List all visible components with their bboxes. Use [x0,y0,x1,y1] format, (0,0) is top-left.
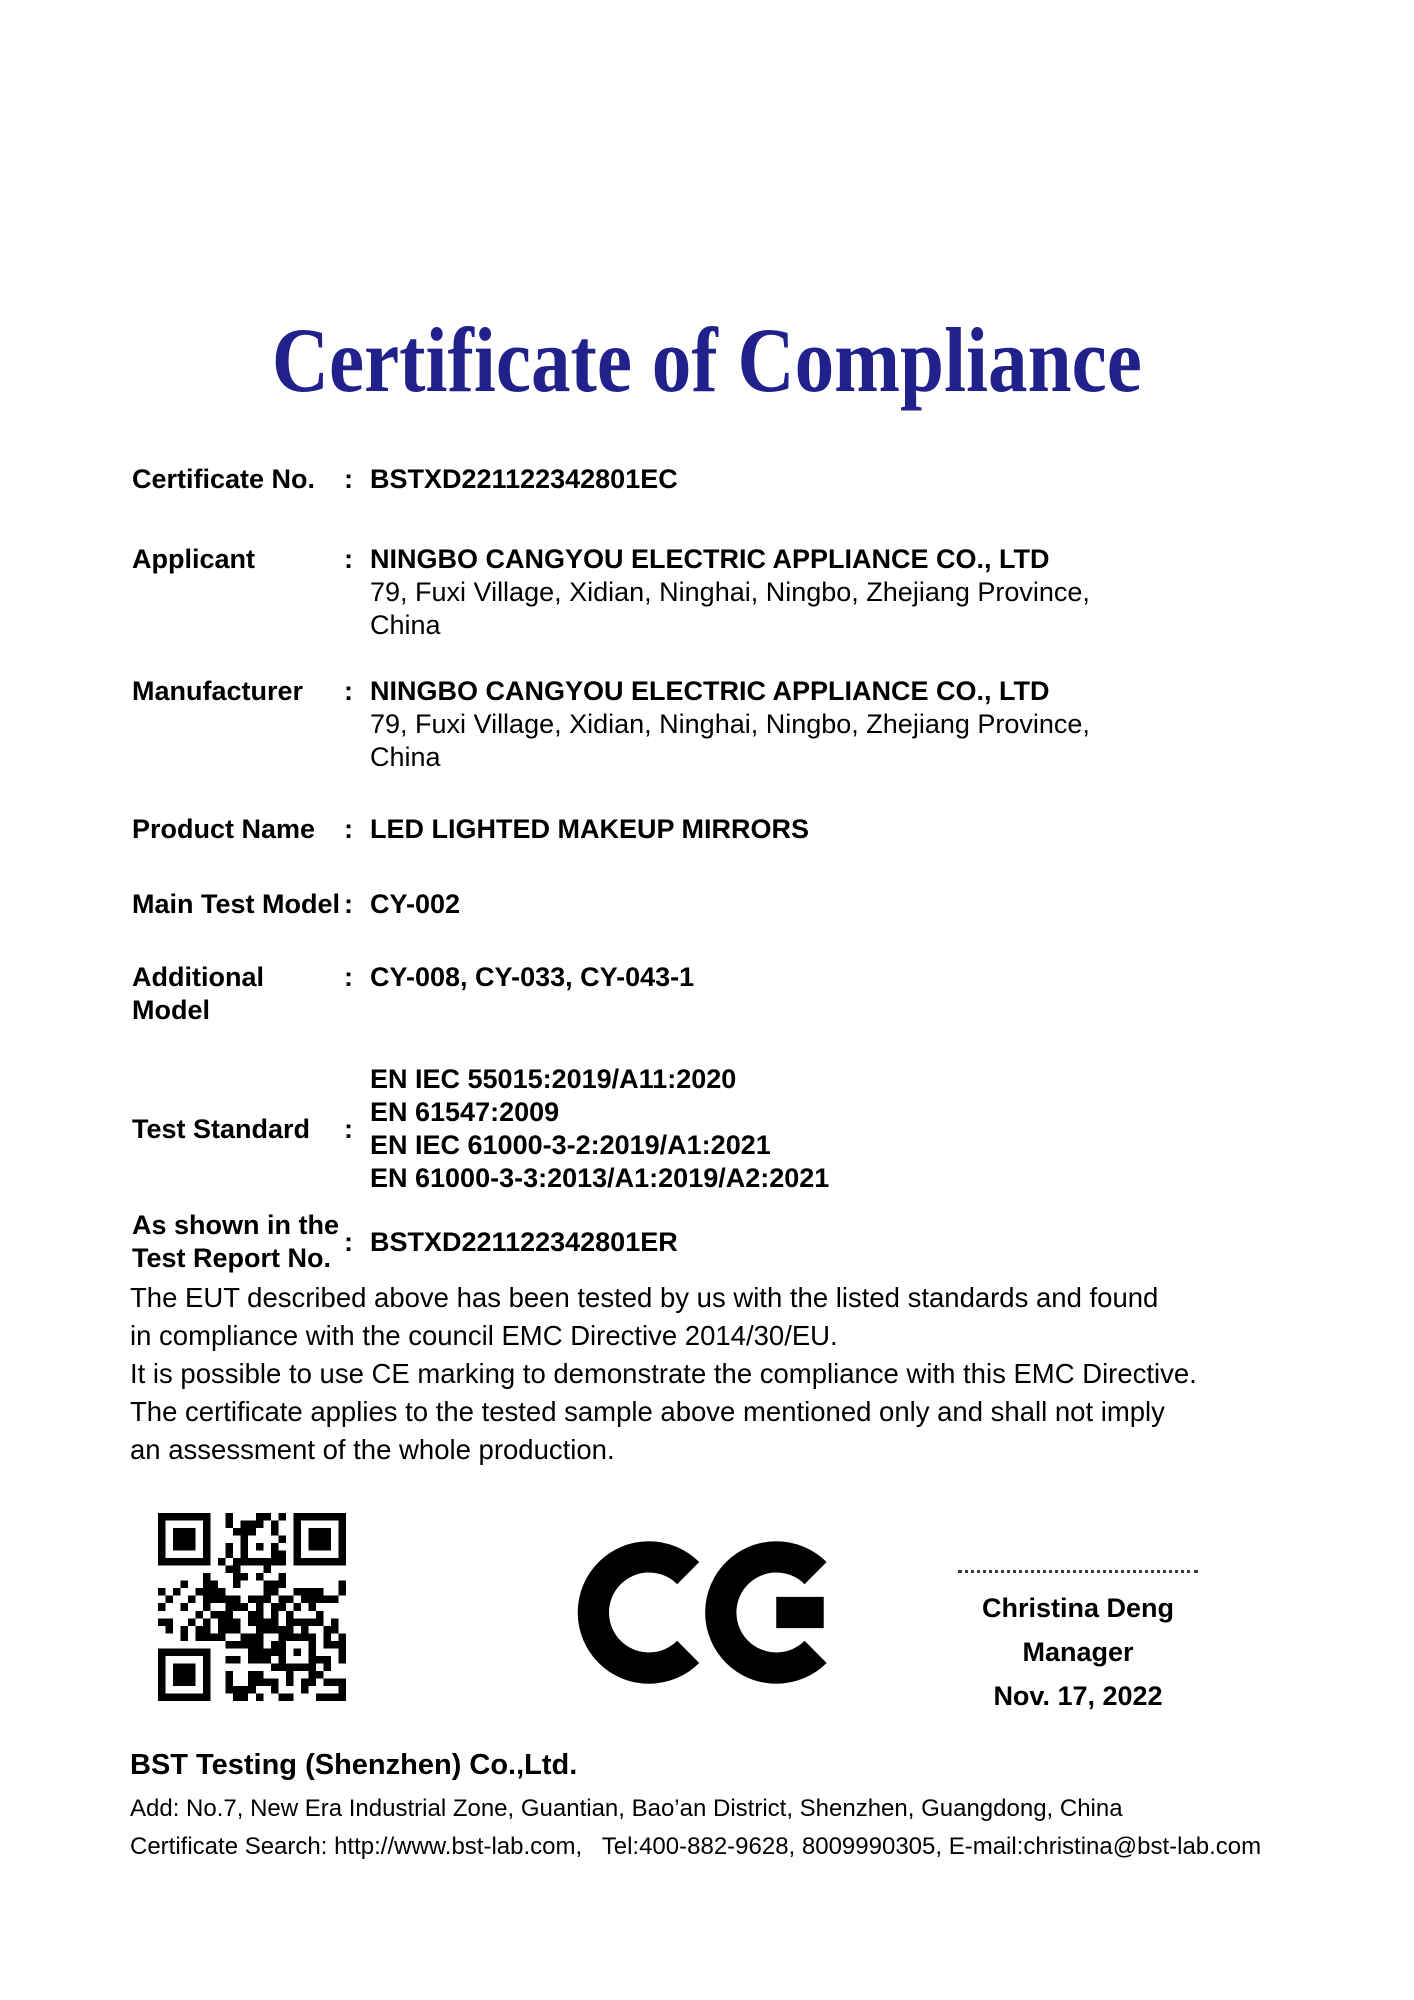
certificate-number: BSTXD221122342801EC [370,464,678,494]
field-row-additional-model [132,961,1354,1027]
applicant-name: NINGBO CANGYOU ELECTRIC APPLIANCE CO., LTD [370,544,1050,574]
signature-dotted-line [958,1570,1198,1573]
signature-block [942,1570,1214,1712]
statement-line: The certificate applies to the tested sample above mentioned only and shall not imply [130,1396,1165,1427]
field-label: Certificate No. [132,464,316,494]
field-label: Manufacturer [132,676,304,706]
statement-paragraph [130,1279,1197,1469]
statement-line: in compliance with the council EMC Directive 2014/30/EU. [130,1320,838,1351]
field-label: Additional Model [132,962,264,1025]
additional-models: CY-008, CY-033, CY-043-1 [370,962,695,992]
signatory-title: Manager [1022,1637,1134,1667]
issuer-address: Add: No.7, New Era Industrial Zone, Guantian, Bao’an District, Shenzhen, Guangdong, China [130,1795,1123,1822]
field-colon: : [344,544,353,574]
issuer-contact-line: Certificate Search: http://www.bst-lab.com, Tel:400-882-9628, 8009990305, E-mail:christina@bst-lab.com [130,1833,1262,1860]
field-row-product-name [132,813,1354,846]
applicant-address-line: 79, Fuxi Village, Xidian, Ninghai, Ningbo, Zhejiang Province, [370,577,1090,607]
manufacturer-address-line: China [370,742,441,772]
field-row-test-standard [132,1063,1354,1195]
test-standard-line: EN 61547:2009 [370,1097,560,1127]
statement-line: The EUT described above has been tested by us with the listed standards and found [130,1282,1159,1313]
ce-mark-icon [577,1524,855,1701]
field-colon: : [344,1113,353,1144]
field-row-test-report-no [132,1209,1354,1275]
field-label: Applicant [132,544,256,574]
test-standard-line: EN 61000-3-3:2013/A1:2019/A2:2021 [370,1163,830,1193]
field-colon: : [344,962,353,992]
statement-line: an assessment of the whole production. [130,1434,615,1465]
test-report-number: BSTXD221122342801ER [370,1226,678,1257]
manufacturer-address-line: 79, Fuxi Village, Xidian, Ninghai, Ningbo, Zhejiang Province, [370,709,1090,739]
field-label: Test Standard [132,1113,311,1144]
page-title-text: Certificate of Compliance [271,309,1142,411]
field-row-manufacturer [132,675,1354,774]
signature-date: Nov. 17, 2022 [993,1681,1163,1711]
qr-code [158,1513,346,1701]
statement-line: It is possible to use CE marking to demonstrate the compliance with this EMC Directive. [130,1358,1197,1389]
field-colon: : [344,814,353,844]
fields-table [132,463,1354,1275]
field-label: Main Test Model [132,889,341,919]
field-row-certificate-no [132,463,1354,496]
test-standard-line: EN IEC 61000-3-2:2019/A1:2021 [370,1130,771,1160]
field-colon: : [344,1226,353,1257]
test-standard-line: EN IEC 55015:2019/A11:2020 [370,1064,737,1094]
field-row-main-test-model [132,888,1354,921]
field-row-applicant [132,543,1354,642]
manufacturer-name: NINGBO CANGYOU ELECTRIC APPLIANCE CO., LTD [370,676,1050,706]
field-colon: : [344,889,353,919]
field-label-line: As shown in the [132,1210,340,1240]
signatory-name: Christina Deng [981,1593,1175,1623]
field-label: Product Name [132,814,316,844]
issuer-company-name: BST Testing (Shenzhen) Co.,Ltd. [130,1749,578,1781]
product-name: LED LIGHTED MAKEUP MIRRORS [370,814,810,844]
footer [130,1749,1354,1862]
field-colon: : [344,464,353,494]
applicant-address-line: China [370,610,441,640]
field-colon: : [344,676,353,706]
field-label-line: Test Report No. [132,1243,332,1273]
main-test-model: CY-002 [370,889,461,919]
page-title [0,310,1414,411]
